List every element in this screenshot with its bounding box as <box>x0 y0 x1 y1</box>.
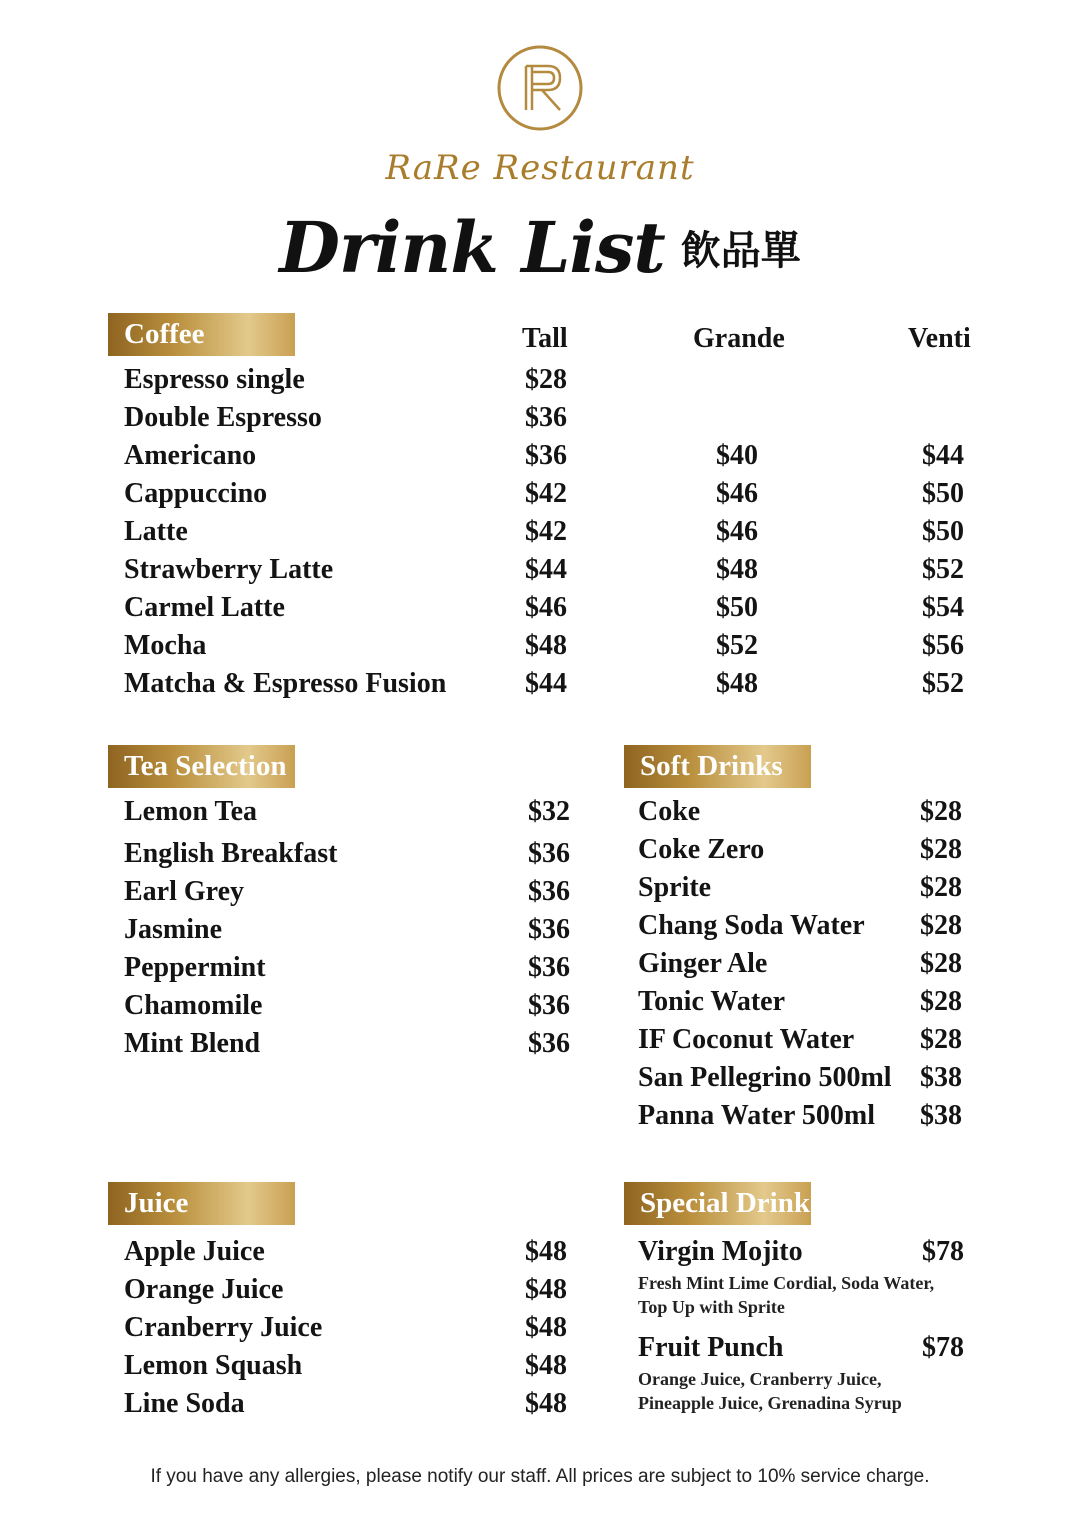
coffee-price-grande: $48 <box>716 668 758 699</box>
coffee-item-name: Mocha <box>124 630 207 661</box>
section-tea-label: Tea Selection <box>108 745 295 788</box>
coffee-price-tall: $42 <box>525 478 567 509</box>
soft-item-price: $28 <box>920 986 962 1017</box>
brand-name: RaRe Restaurant <box>385 148 695 188</box>
tea-item-price: $36 <box>528 1028 570 1059</box>
coffee-price-tall: $36 <box>525 402 567 433</box>
soft-item-price: $28 <box>920 910 962 941</box>
column-venti: Venti <box>908 323 971 354</box>
soft-item-name: San Pellegrino 500ml <box>638 1062 892 1093</box>
tea-item-name: English Breakfast <box>124 838 338 869</box>
special-item-name: Fruit Punch <box>638 1332 784 1363</box>
soft-item-name: IF Coconut Water <box>638 1024 855 1055</box>
coffee-price-tall: $44 <box>525 554 567 585</box>
tea-item-name: Jasmine <box>124 914 222 945</box>
soft-item-price: $38 <box>920 1100 962 1131</box>
coffee-price-tall: $36 <box>525 440 567 471</box>
section-juice-label: Juice <box>108 1182 295 1225</box>
soft-item-price: $28 <box>920 872 962 903</box>
juice-item-price: $48 <box>525 1312 567 1343</box>
tea-item-name: Lemon Tea <box>124 796 258 827</box>
tea-item-price: $32 <box>528 796 570 827</box>
column-tall: Tall <box>522 323 568 354</box>
tea-item-price: $36 <box>528 876 570 907</box>
juice-item-price: $48 <box>525 1350 567 1381</box>
soft-item-name: Coke Zero <box>638 834 765 865</box>
footer-notice: If you have any allergies, please notify our staff. All prices are subject to 10% service charge. <box>150 1466 930 1487</box>
coffee-price-venti: $50 <box>922 478 964 509</box>
coffee-item-name: Americano <box>124 440 257 471</box>
special-item-description: Pineapple Juice, Grenadina Syrup <box>638 1393 902 1413</box>
coffee-item-name: Cappuccino <box>124 478 268 509</box>
page-title: Drink List <box>279 206 665 289</box>
special-item-price: $78 <box>922 1236 964 1267</box>
coffee-price-venti: $50 <box>922 516 964 547</box>
tea-item-price: $36 <box>528 838 570 869</box>
coffee-item-name: Latte <box>124 516 188 547</box>
juice-item-name: Orange Juice <box>124 1274 284 1305</box>
soft-item-name: Panna Water 500ml <box>638 1100 875 1131</box>
special-item-description: Orange Juice, Cranberry Juice, <box>638 1369 882 1389</box>
soft-item-name: Tonic Water <box>638 986 786 1017</box>
tea-item-price: $36 <box>528 990 570 1021</box>
soft-item-price: $28 <box>920 948 962 979</box>
coffee-price-grande: $46 <box>716 478 758 509</box>
tea-item-name: Earl Grey <box>124 876 245 907</box>
special-item-description: Fresh Mint Lime Cordial, Soda Water, <box>638 1273 935 1293</box>
section-soft-drinks-label: Soft Drinks <box>624 745 811 788</box>
tea-item-name: Peppermint <box>124 952 266 983</box>
coffee-price-tall: $48 <box>525 630 567 661</box>
soft-item-name: Sprite <box>638 872 712 903</box>
juice-item-price: $48 <box>525 1236 567 1267</box>
tea-item-name: Chamomile <box>124 990 263 1021</box>
coffee-item-name: Carmel Latte <box>124 592 285 623</box>
juice-item-name: Line Soda <box>124 1388 245 1419</box>
tea-item-price: $36 <box>528 914 570 945</box>
coffee-item-name: Espresso single <box>124 364 305 395</box>
coffee-price-grande: $52 <box>716 630 758 661</box>
soft-item-name: Coke <box>638 796 701 827</box>
coffee-price-grande: $50 <box>716 592 758 623</box>
juice-item-name: Lemon Squash <box>124 1350 303 1381</box>
section-coffee-label: Coffee <box>108 313 295 356</box>
juice-item-name: Apple Juice <box>124 1236 265 1267</box>
coffee-price-tall: $44 <box>525 668 567 699</box>
juice-item-price: $48 <box>525 1274 567 1305</box>
column-grande: Grande <box>693 323 785 354</box>
coffee-price-venti: $44 <box>922 440 964 471</box>
soft-item-name: Chang Soda Water <box>638 910 865 941</box>
tea-item-name: Mint Blend <box>124 1028 261 1059</box>
juice-item-price: $48 <box>525 1388 567 1419</box>
coffee-price-tall: $28 <box>525 364 567 395</box>
soft-item-price: $28 <box>920 834 962 865</box>
coffee-price-grande: $46 <box>716 516 758 547</box>
coffee-price-venti: $56 <box>922 630 964 661</box>
soft-item-price: $28 <box>920 796 962 827</box>
coffee-price-grande: $48 <box>716 554 758 585</box>
section-special-drinks-label: Special Drinks <box>624 1182 811 1225</box>
special-item-name: Virgin Mojito <box>638 1236 803 1267</box>
special-item-price: $78 <box>922 1332 964 1363</box>
coffee-price-tall: $46 <box>525 592 567 623</box>
coffee-price-venti: $52 <box>922 554 964 585</box>
juice-item-name: Cranberry Juice <box>124 1312 323 1343</box>
coffee-price-grande: $40 <box>716 440 758 471</box>
coffee-item-name: Strawberry Latte <box>124 554 334 585</box>
tea-item-price: $36 <box>528 952 570 983</box>
soft-item-price: $28 <box>920 1024 962 1055</box>
coffee-price-tall: $42 <box>525 516 567 547</box>
page-title-row <box>0 206 1080 289</box>
special-item-description: Top Up with Sprite <box>638 1297 785 1317</box>
coffee-price-venti: $52 <box>922 668 964 699</box>
soft-item-price: $38 <box>920 1062 962 1093</box>
coffee-price-venti: $54 <box>922 592 964 623</box>
soft-item-name: Ginger Ale <box>638 948 768 979</box>
restaurant-logo <box>496 44 584 132</box>
page-title-chinese: 飲品單 <box>680 228 801 274</box>
coffee-item-name: Double Espresso <box>124 402 322 433</box>
coffee-item-name: Matcha & Espresso Fusion <box>124 668 447 699</box>
